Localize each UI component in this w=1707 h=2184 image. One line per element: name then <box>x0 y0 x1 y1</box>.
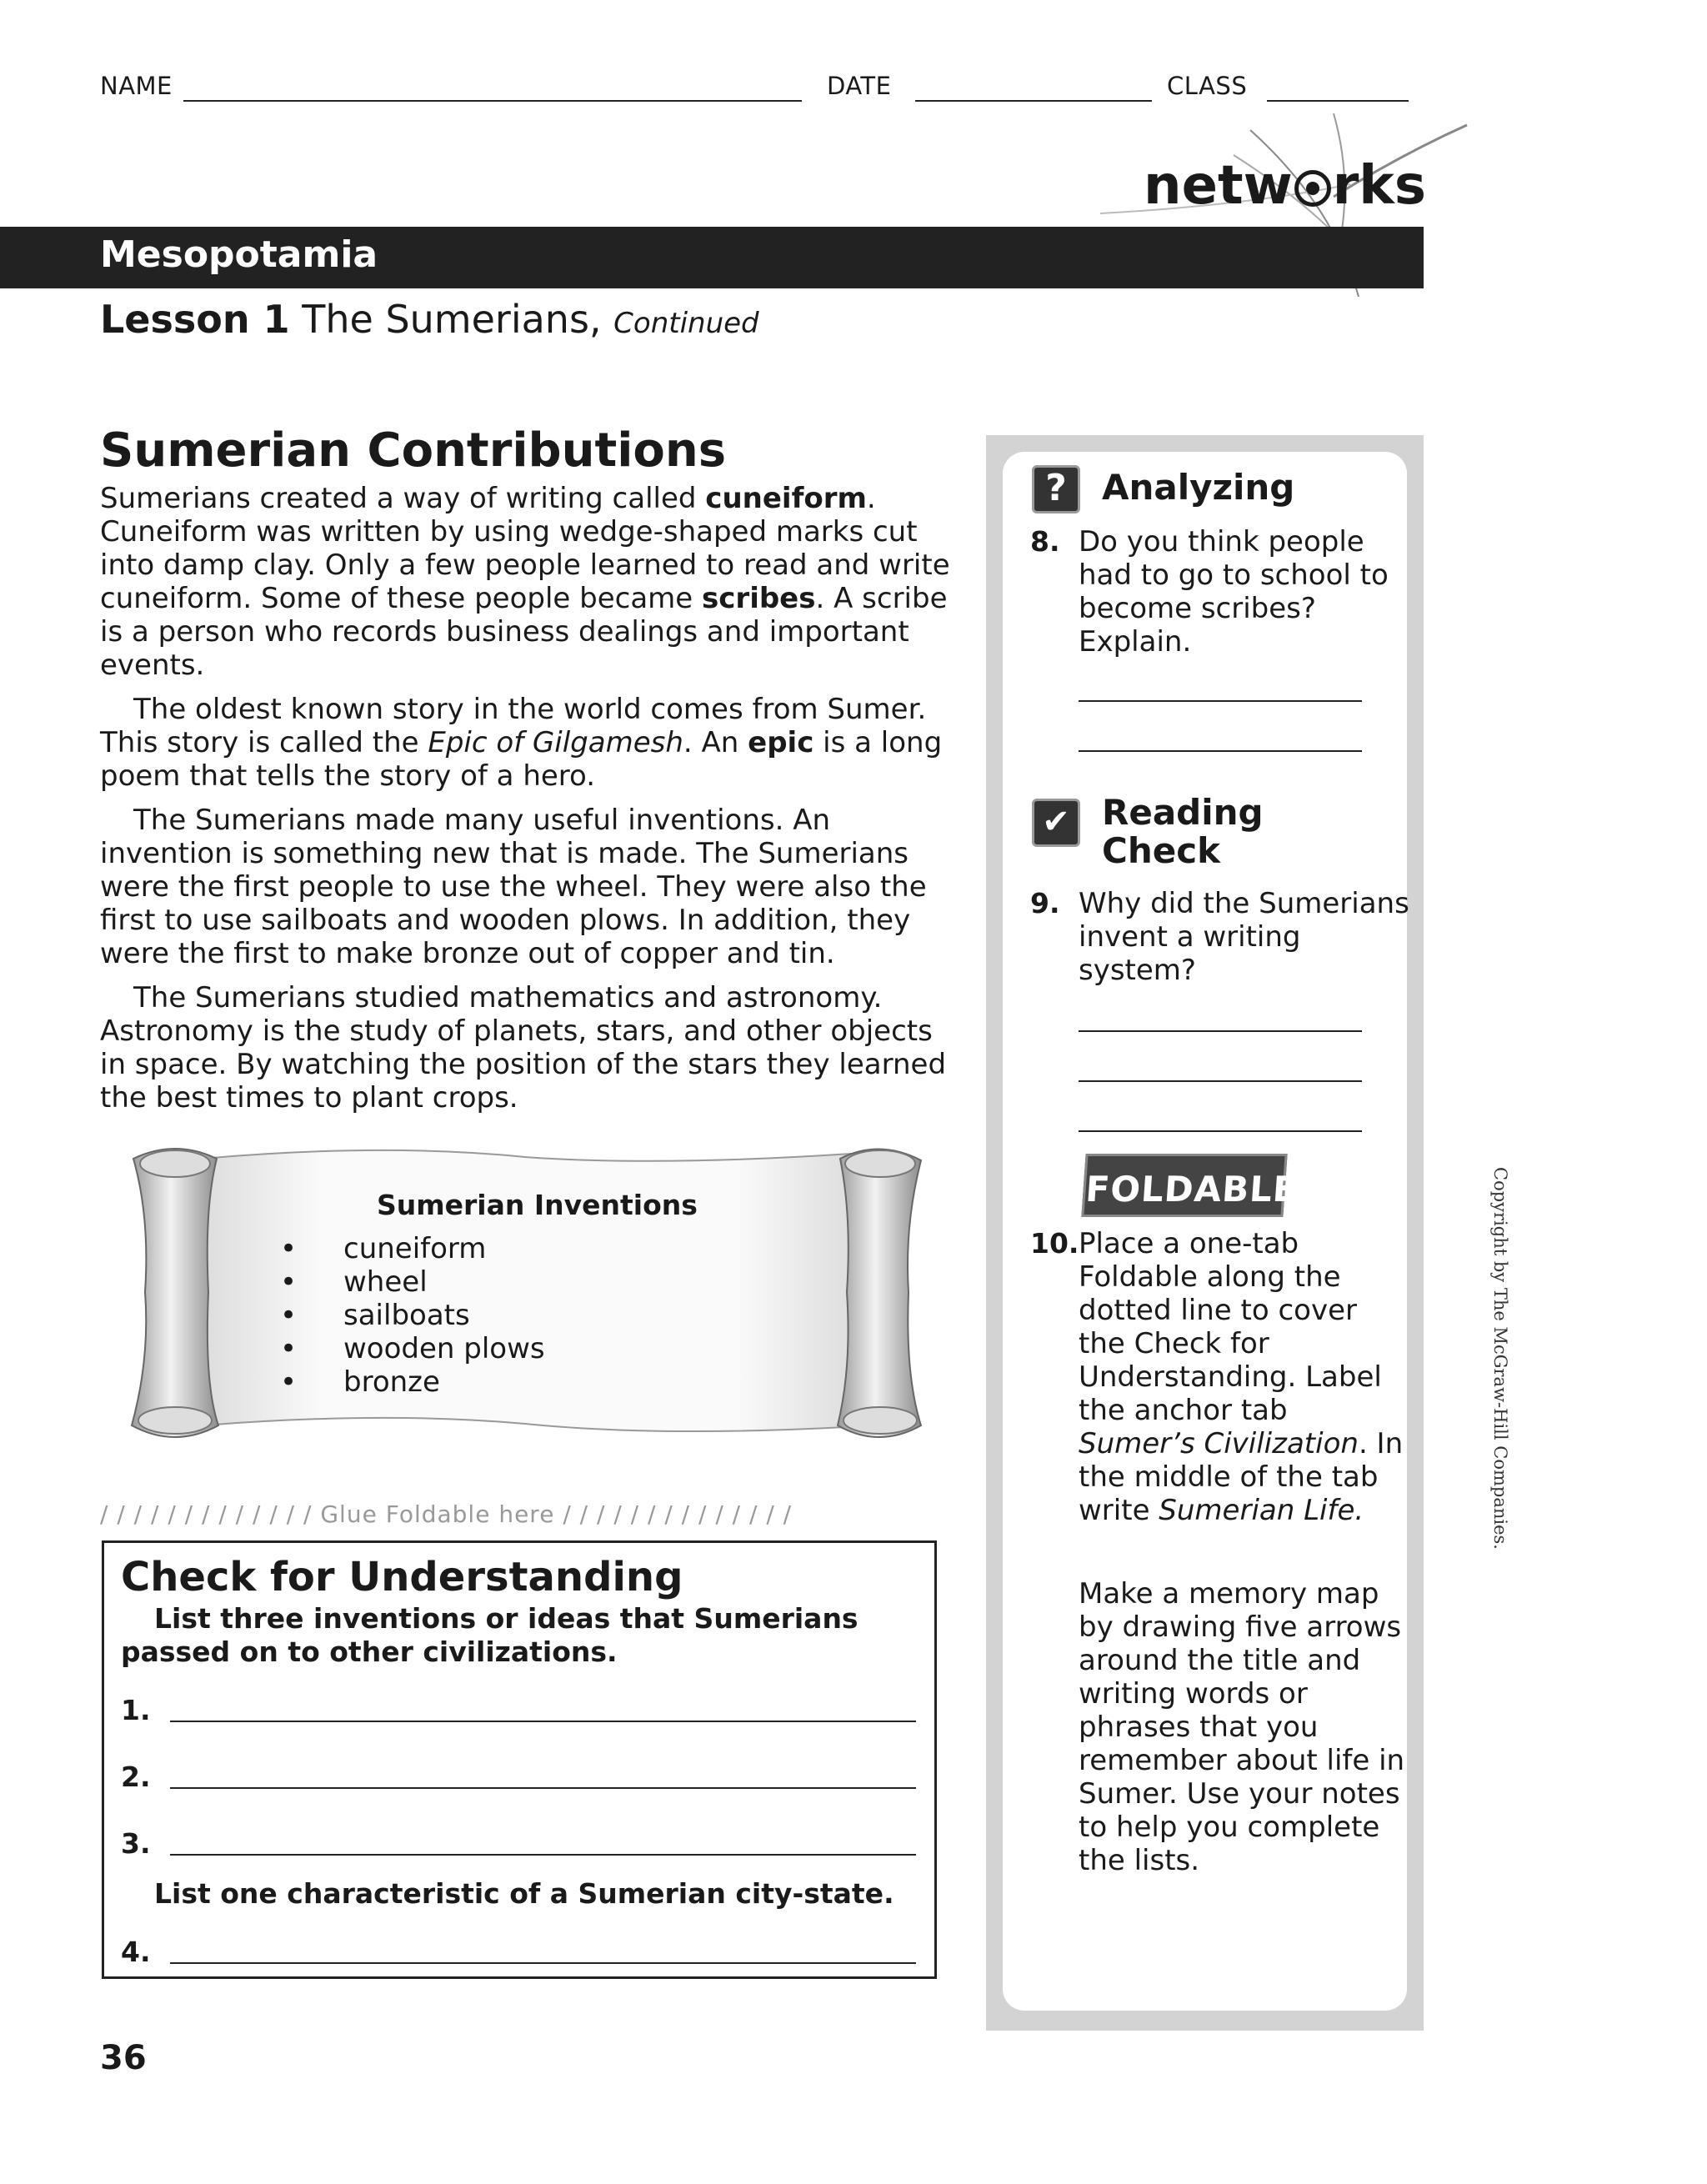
question-number-8: 8. <box>1030 525 1060 558</box>
foldables-instructions: Place a one-tab Foldable along the dotted line to cover the Check for Understanding. Label the anchor tab Sumer’s Civilization. In the middle of the tab write Sumerian Life. <box>1079 1227 1404 1527</box>
lesson-continued: Continued <box>613 307 759 340</box>
answer-line-4[interactable] <box>170 1962 916 1964</box>
memory-map-instructions: Make a memory map by drawing five arrows around the title and writing words or phrases that you remember about life in Sumer. Use your notes to help you complete the lists. <box>1079 1577 1405 1877</box>
article-body <box>100 482 967 1125</box>
answer-number-4: 4. <box>121 1936 151 1968</box>
date-field-line[interactable] <box>915 100 1152 102</box>
list-item: • sailboats <box>275 1299 545 1332</box>
networks-logo <box>1144 155 1426 217</box>
logo-text-start: netw <box>1144 155 1293 217</box>
analyzing-heading: Analyzing <box>1102 467 1295 508</box>
list-item: • wooden plows <box>275 1332 545 1365</box>
glue-label: Glue Foldable here <box>320 1500 555 1528</box>
answer-number-3: 3. <box>121 1827 151 1860</box>
logo-text-end: rks <box>1332 155 1426 217</box>
check-title: Check for Understanding <box>121 1554 683 1600</box>
answer-line-1[interactable] <box>170 1721 916 1722</box>
name-field-line[interactable] <box>183 100 802 102</box>
class-field-line[interactable] <box>1267 100 1409 102</box>
question-mark-icon: ? <box>1032 465 1080 513</box>
lesson-title: The Sumerians, <box>302 297 602 342</box>
copyright-notice: Copyright by The McGraw-Hill Companies. <box>1490 1167 1510 1550</box>
chapter-title-bar <box>0 227 1424 288</box>
inventions-title: Sumerian Inventions <box>377 1189 698 1221</box>
question-9-text: Why did the Sumerians invent a writing system? <box>1079 887 1409 987</box>
list-item: • wheel <box>275 1265 545 1299</box>
answer-line-2[interactable] <box>170 1787 916 1789</box>
checkmark-icon: ✔ <box>1032 799 1080 847</box>
answer-line-8a[interactable] <box>1079 700 1362 702</box>
lesson-heading <box>100 297 759 342</box>
paragraph-inventions: The Sumerians made many useful inventions. An invention is something new that is made. The Sumerians were the first people to use the wheel. They were also the first to use sailboats and wooden plows. In addition, they were the first to make bronze out of copper and tin. <box>100 804 927 970</box>
answer-line-9c[interactable] <box>1079 1130 1362 1132</box>
logo-globe-icon <box>1294 170 1331 207</box>
answer-line-8b[interactable] <box>1079 750 1362 752</box>
page-number: 36 <box>100 2039 147 2077</box>
lesson-label: Lesson 1 <box>100 297 290 342</box>
check-prompt-1: List three inventions or ideas that Sumerians passed on to other civilizations. <box>121 1602 859 1668</box>
answer-number-2: 2. <box>121 1761 151 1793</box>
chapter-title: Mesopotamia <box>100 233 378 276</box>
answer-number-1: 1. <box>121 1694 151 1726</box>
paragraph-cuneiform: Sumerians created a way of writing called cuneiform. Cuneiform was written by using wedge-shaped marks cut into damp clay. Only a few people learned to read and write cuneiform. Some of these people became scribes. A scribe is a person who records business dealings and important events. <box>100 482 950 682</box>
paragraph-astronomy: The Sumerians studied mathematics and astronomy. Astronomy is the study of planets, stars, and other objects in space. By watching the position of the stars they learned the best times to plant crops. <box>100 981 947 1115</box>
list-item: • bronze <box>275 1365 545 1399</box>
question-number-9: 9. <box>1030 887 1060 919</box>
answer-line-9a[interactable] <box>1079 1030 1362 1032</box>
foldables-logo: FOLDABLES® <box>1081 1154 1287 1217</box>
check-prompt-2: List one characteristic of a Sumerian city-state. <box>154 1877 894 1910</box>
list-item: • cuneiform <box>275 1232 545 1265</box>
question-8-text: Do you think people had to go to school to become scribes? Explain. <box>1079 525 1389 659</box>
answer-line-3[interactable] <box>170 1854 916 1856</box>
name-label: NAME <box>100 72 173 100</box>
class-label: CLASS <box>1167 72 1248 100</box>
section-title: Sumerian Contributions <box>100 423 727 478</box>
inventions-list <box>275 1232 545 1399</box>
reading-check-heading: Reading Check <box>1102 792 1264 871</box>
answer-line-9b[interactable] <box>1079 1080 1362 1082</box>
date-label: DATE <box>827 72 892 100</box>
glue-slashes-right: / / / / / / / / / / / / / / <box>563 1500 793 1528</box>
question-number-10: 10. <box>1030 1227 1079 1260</box>
paragraph-gilgamesh: The oldest known story in the world comes from Sumer. This story is called the Epic of Gilgamesh. An epic is a long poem that tells the story of a hero. <box>100 693 943 793</box>
glue-foldable-line <box>100 1500 792 1528</box>
glue-slashes-left: / / / / / / / / / / / / / <box>100 1500 313 1528</box>
